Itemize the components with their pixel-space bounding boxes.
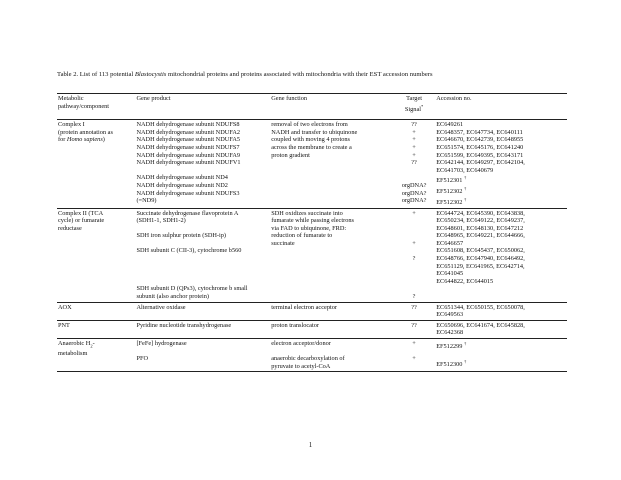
complex-ii-pathway xyxy=(57,208,135,302)
pnt-signal: ?? xyxy=(411,321,417,329)
accession-line: EC649563 xyxy=(436,311,464,319)
accession-line: EC651344, EC650155, EC650078, xyxy=(436,303,525,311)
table-row-pnt xyxy=(57,320,567,338)
accession-line: EC650696, EC641674, EC645828, xyxy=(436,321,525,329)
target-signal: + xyxy=(412,209,416,217)
header-pathway-line1: Metabolic xyxy=(58,95,84,102)
gene-product: NADH dehydrogenase subunit ND4 xyxy=(136,174,228,182)
aox-pathway: AOX xyxy=(58,303,72,311)
gene-product: (SDH1-1, SDH1-2) xyxy=(136,217,186,225)
anaerobic-pathway-sub: 2 xyxy=(90,343,93,349)
accession-line: EC646670, EC642739, EC648955 xyxy=(436,136,524,144)
gene-function-line: across the membrane to create a xyxy=(271,144,352,152)
pnt-pathway: PNT xyxy=(58,321,70,329)
pnt-function: proton translocator xyxy=(271,321,319,329)
complex-i-pathway-line: (protein annotation as xyxy=(58,128,113,136)
anaerobic-accessions xyxy=(435,339,567,372)
gene-product: PFO xyxy=(136,355,149,363)
accession-line: EC651599, EC649395, EC643171 xyxy=(436,151,524,159)
gene-product: NADH dehydrogenase subunit NDUFA5 xyxy=(136,136,241,144)
gene-function-line: NADH and transfer to ubiquinone xyxy=(271,128,358,136)
accession-line: EC641045 xyxy=(436,270,464,278)
gene-product: NADH dehydrogenase subunit NDUFA9 xyxy=(136,151,241,159)
target-signal: ? xyxy=(412,293,416,301)
header-gene-product: Gene product xyxy=(136,95,171,102)
complex-ii-pathway-line: cycle) or fumarate xyxy=(58,217,105,225)
complex-i-pathway xyxy=(57,120,135,208)
anaerobic-pathway-line2: metabolism xyxy=(58,349,88,357)
gene-product: SDH iron sulphur protein (SDH-ip) xyxy=(136,232,227,240)
accession-line: EC648965, EC649221, EC644666, xyxy=(436,232,525,240)
accession-line: EC644724, EC645390, EC643838, xyxy=(436,209,525,217)
gene-function-line: coupled with moving 4 protons xyxy=(271,136,350,144)
accession-line: EF512302 xyxy=(436,188,463,196)
header-pathway-line2: pathway/component xyxy=(58,102,110,110)
accession-line: EC651574, EC645176, EC641240 xyxy=(436,144,524,152)
accession-line: EC651129, EC641965, EC642714, xyxy=(436,262,525,270)
table-header-row xyxy=(57,94,567,120)
gene-function-line: succinate xyxy=(271,239,295,247)
table-caption xyxy=(57,71,577,79)
dagger-footnote: † xyxy=(464,196,467,202)
complex-ii-signals xyxy=(394,208,435,302)
dagger-footnote: † xyxy=(464,359,467,365)
target-signal: + xyxy=(412,151,416,159)
anaerobic-pathway-main: Anaerobic H xyxy=(58,340,91,348)
accession-line: EC650234, EC649122, EC649237, xyxy=(436,217,525,225)
table-row-complex-i xyxy=(57,120,567,208)
dagger-footnote: † xyxy=(464,175,467,181)
accession-line: EC642368 xyxy=(436,329,464,337)
anaerobic-products xyxy=(135,339,270,372)
complex-ii-pathway-line: reductase xyxy=(58,224,82,232)
gene-product: subunit (also anchor protein) xyxy=(136,293,210,301)
complex-i-signals xyxy=(394,120,435,208)
accession-line: EC641703, EC640679 xyxy=(436,166,494,174)
complex-i-pathway-line: Complex I xyxy=(58,121,85,129)
target-signal: + xyxy=(412,136,416,144)
gene-product: [FeFe] hydrogenase xyxy=(136,340,187,348)
table-row-complex-ii xyxy=(57,208,567,302)
complex-i-species: Homo sapiens xyxy=(66,136,103,144)
target-signal: + xyxy=(412,355,416,363)
accession-line: EF512300 xyxy=(436,361,463,369)
gene-function-line: pyruvate to acetyl-CoA xyxy=(271,362,331,370)
accession-line: EC649261 xyxy=(436,121,464,129)
table-row-aox xyxy=(57,302,567,320)
gene-product: NADH dehydrogenase subunit NDUFS8 xyxy=(136,121,240,129)
target-signal: orgDNA? xyxy=(401,182,427,190)
gene-product: SDH subunit C (CII-3), cytochrome b560 xyxy=(136,247,242,255)
accession-line: EC646657 xyxy=(436,239,464,247)
gene-function-line: removal of two electrons from xyxy=(271,121,348,129)
gene-product: Succinate dehydrogenase flavoprotein A xyxy=(136,209,239,217)
mitochondrial-protein-table xyxy=(57,93,567,372)
gene-product: (=ND9) xyxy=(136,197,157,205)
complex-i-pathway-line: for xyxy=(58,136,67,144)
aox-function: terminal electron acceptor xyxy=(271,303,337,311)
target-signal: + xyxy=(412,340,416,348)
header-target-line2: Signal xyxy=(404,105,421,113)
accession-line: EC648766, EC647940, EC646492, xyxy=(436,255,525,263)
gene-function-line: reduction of fumarate to xyxy=(271,232,333,240)
caption-prefix: Table 2. List of 113 potential xyxy=(57,71,135,78)
complex-i-function xyxy=(270,120,394,208)
complex-i-pathway-end: ) xyxy=(102,136,105,144)
gene-product: NADH dehydrogenase subunit NDUFA2 xyxy=(136,128,241,136)
page-number: 1 xyxy=(308,441,313,449)
gene-product: NADH dehydrogenase subunit NDUFS7 xyxy=(136,144,240,152)
dagger-footnote: † xyxy=(464,341,467,347)
target-signal: ?? xyxy=(411,159,417,167)
anaerobic-signals xyxy=(394,339,435,372)
target-signal: + xyxy=(412,239,416,247)
aox-accessions xyxy=(435,302,567,320)
aox-signal: ?? xyxy=(411,303,417,311)
gene-function-line: proton gradient xyxy=(271,151,310,159)
anaerobic-pathway-tail: - xyxy=(92,340,95,348)
header-pathway xyxy=(57,94,135,120)
complex-i-accessions xyxy=(435,120,567,208)
table-row-anaerobic xyxy=(57,339,567,372)
header-gene-function: Gene function xyxy=(271,95,308,102)
accession-line: EF512301 xyxy=(436,177,463,185)
gene-product: NADH dehydrogenase subunit ND2 xyxy=(136,182,228,190)
accession-line: EC648601, EC648130, EC647212 xyxy=(436,224,524,232)
anaerobic-function xyxy=(270,339,394,372)
header-target-line1: Target xyxy=(406,95,423,102)
header-target-sup: * xyxy=(420,103,424,109)
pnt-product: Pyridine nucleotide transhydrogenase xyxy=(136,321,232,329)
complex-ii-products xyxy=(135,208,270,302)
anaerobic-pathway xyxy=(57,339,135,372)
gene-product: NADH dehydrogenase subunit NDUFV1 xyxy=(136,159,241,167)
gene-product: NADH dehydrogenase subunit NDUFS3 xyxy=(136,189,240,197)
aox-product: Alternative oxidase xyxy=(136,303,186,311)
accession-line: EC644822, EC644015 xyxy=(436,277,494,285)
complex-i-products xyxy=(135,120,270,208)
pnt-accessions xyxy=(435,320,567,338)
gene-function-line: electron acceptor/donor xyxy=(271,340,331,348)
gene-function-line: SDH oxidizes succinate into xyxy=(271,209,343,217)
header-accession: Accession no. xyxy=(436,95,472,102)
complex-ii-pathway-line: Complex II (TCA xyxy=(58,209,104,217)
accession-line: EC648357, EC647734, EC640111 xyxy=(436,128,523,136)
gene-product: SDH subunit D (QPs3), cytochrome b small xyxy=(136,285,248,293)
header-target-signal xyxy=(394,94,435,120)
target-signal: ? xyxy=(412,255,416,263)
caption-genus: Blastocystis xyxy=(134,71,167,78)
target-signal: orgDNA? xyxy=(401,197,427,205)
accession-line: EC651608, EC645437, EC650062, xyxy=(436,247,525,255)
complex-ii-function xyxy=(270,208,394,302)
gene-function-line: fumarate while passing electrons xyxy=(271,217,354,225)
target-signal: ?? xyxy=(411,121,417,129)
target-signal: + xyxy=(412,144,416,152)
accession-line: EF512302 xyxy=(436,198,463,206)
gene-function-line: via FAD to ubiquinone, FRD: xyxy=(271,224,347,232)
accession-line: EF512299 xyxy=(436,343,463,351)
caption-suffix: mitochondrial proteins and proteins associated with mitochondria with their EST accession numbers xyxy=(166,71,433,78)
target-signal: orgDNA? xyxy=(401,189,427,197)
target-signal: + xyxy=(412,128,416,136)
dagger-footnote: † xyxy=(464,186,467,192)
complex-ii-accessions xyxy=(435,208,567,302)
accession-line: EC642144, EC649297, EC642104, xyxy=(436,159,525,167)
gene-function-line: anaerobic decarboxylation of xyxy=(271,355,345,363)
